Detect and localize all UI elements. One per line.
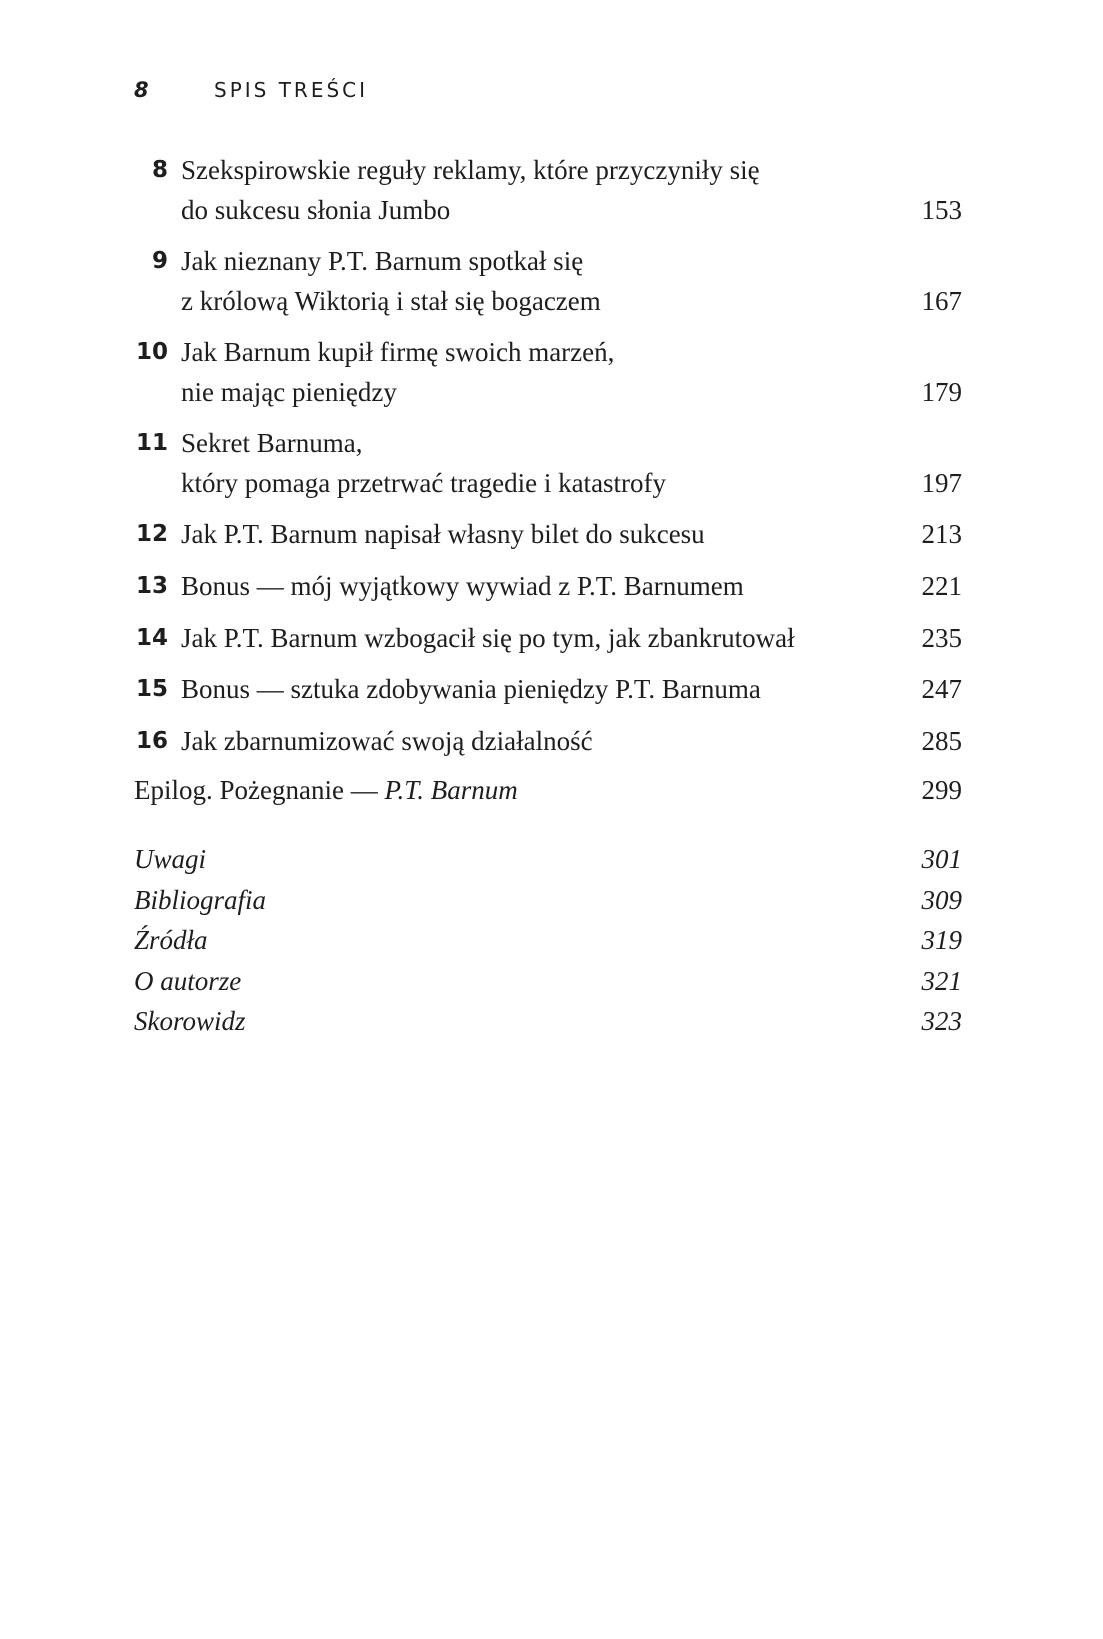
chapter-page: 247: [921, 674, 962, 704]
chapter-page: 221: [921, 571, 962, 601]
chapter-title: Jak P.T. Barnum napisał własny bilet do sukcesu: [181, 519, 705, 549]
back-matter-page: 309: [921, 885, 962, 915]
back-matter-title: Źródła: [134, 925, 208, 955]
chapter-page: 197: [921, 468, 962, 498]
chapter-title: Bonus — sztuka zdobywania pieniędzy P.T. Barnuma: [181, 674, 761, 704]
running-header: [134, 78, 368, 108]
toc-entry-chapter-13[interactable]: [0, 566, 1103, 607]
chapter-number: 9: [151, 248, 168, 274]
chapter-title: Jak P.T. Barnum wzbogacił się po tym, jak zbankrutował: [181, 623, 795, 653]
chapter-number: 11: [135, 430, 168, 456]
chapter-number: 12: [135, 521, 168, 547]
chapter-title-line-2: do sukcesu słonia Jumbo: [181, 195, 451, 225]
toc-entry-chapter-10[interactable]: [0, 332, 1103, 414]
toc-entry-chapter-16[interactable]: [0, 721, 1103, 762]
chapter-number: 16: [135, 728, 168, 754]
chapter-page: 179: [921, 377, 962, 407]
back-matter-title: Uwagi: [134, 844, 207, 874]
chapter-number: 14: [135, 625, 168, 651]
chapter-title-line-1: Sekret Barnuma,: [181, 428, 363, 458]
back-matter-page: 301: [921, 844, 962, 874]
chapter-title-line-1: Jak Barnum kupił firmę swoich marzeń,: [181, 337, 615, 367]
toc-entry-chapter-14[interactable]: [0, 618, 1103, 659]
toc-entry-chapter-9[interactable]: [0, 241, 1103, 323]
chapter-number: 10: [135, 339, 168, 365]
chapter-page: 213: [921, 519, 962, 549]
chapter-page: 285: [921, 726, 962, 756]
back-matter-title: Bibliografia: [134, 885, 267, 915]
chapter-page: 235: [921, 623, 962, 653]
toc-entry-chapter-15[interactable]: [0, 669, 1103, 710]
chapter-title: Bonus — mój wyjątkowy wywiad z P.T. Barnumem: [181, 571, 744, 601]
epilogue-label: Epilog. Pożegnanie —: [134, 775, 385, 805]
chapter-page: 167: [921, 286, 962, 316]
toc-entry-epilogue[interactable]: [0, 770, 1103, 811]
chapter-title-line-1: Szekspirowskie reguły reklamy, które przyczyniły się: [181, 155, 760, 185]
toc-entry-chapter-12[interactable]: [0, 514, 1103, 555]
toc-entry-chapter-11[interactable]: [0, 423, 1103, 505]
epilogue-page: 299: [921, 775, 962, 805]
chapter-title-line-2: z królową Wiktorią i stał się bogaczem: [181, 286, 601, 316]
chapter-title-line-2: nie mając pieniędzy: [181, 377, 397, 407]
epilogue-title: [134, 770, 518, 811]
back-matter-page: 319: [921, 925, 962, 955]
epilogue-author: P.T. Barnum: [384, 775, 518, 805]
chapter-title-line-1: Jak nieznany P.T. Barnum spotkał się: [181, 246, 584, 276]
chapter-number: 13: [135, 573, 168, 599]
back-matter-page: 321: [921, 966, 962, 996]
chapter-page: 153: [921, 195, 962, 225]
chapter-number: 15: [135, 676, 168, 702]
running-title: SPIS TREŚCI: [214, 78, 369, 102]
toc-entry-chapter-8[interactable]: [0, 150, 1103, 232]
chapter-number: 8: [151, 157, 168, 183]
back-matter-title: O autorze: [134, 966, 242, 996]
page-number: 8: [134, 78, 149, 102]
back-matter-title: Skorowidz: [134, 1006, 246, 1036]
back-matter-page: 323: [921, 1006, 962, 1036]
chapter-title-line-2: który pomaga przetrwać tragedie i katastrofy: [181, 468, 667, 498]
chapter-title: Jak zbarnumizować swoją działalność: [181, 726, 593, 756]
